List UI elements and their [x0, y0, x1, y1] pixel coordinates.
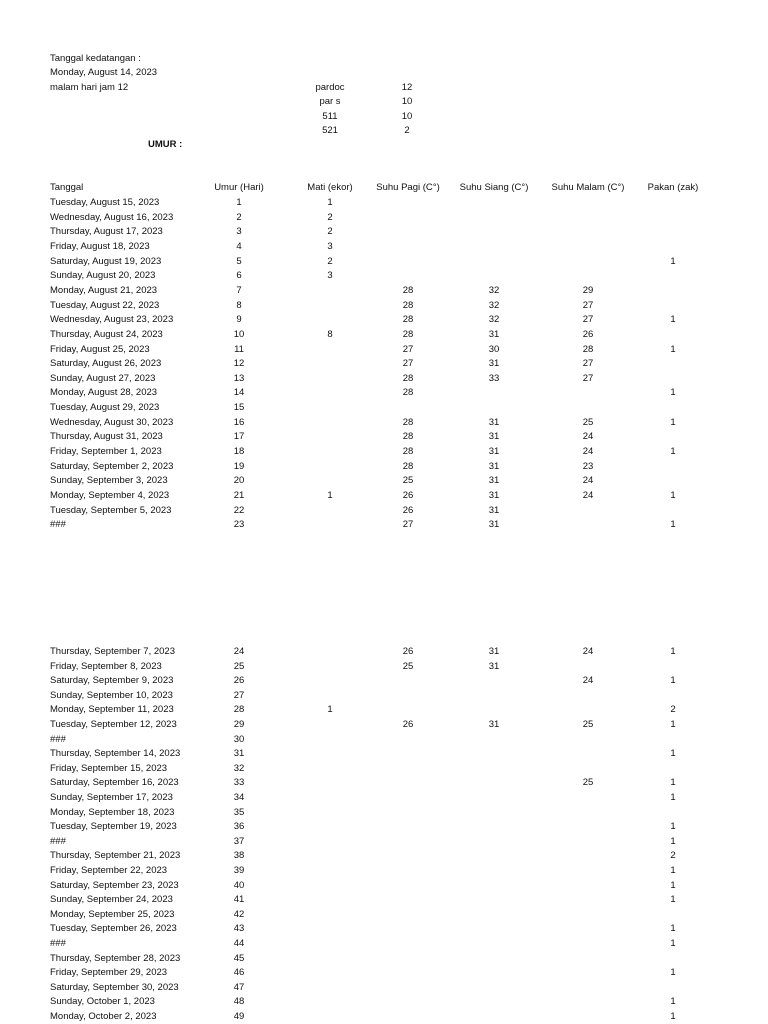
table-row: [0, 660, 768, 674]
cell-suhu-siang: 31: [488, 475, 500, 487]
cell-tanggal: Thursday, August 17, 2023: [50, 226, 163, 238]
cell-suhu-pagi: 28: [402, 431, 414, 443]
table-row: [0, 879, 768, 893]
cell-umur: 27: [233, 689, 245, 701]
cell-umur: 47: [233, 981, 245, 993]
cell-suhu-siang: 32: [488, 314, 500, 326]
cell-pakan: 1: [670, 490, 676, 501]
cell-tanggal: ###: [50, 835, 66, 847]
cell-tanggal: Friday, August 18, 2023: [50, 240, 150, 252]
cell-pakan: 1: [670, 675, 676, 687]
cell-suhu-pagi: 28: [402, 284, 414, 296]
table-row: [0, 806, 768, 820]
cell-mati: 3: [327, 240, 333, 252]
cell-tanggal: Friday, September 1, 2023: [50, 446, 162, 458]
table-row: [0, 981, 768, 995]
cell-umur: 49: [233, 1011, 245, 1022]
umur-label: UMUR :: [148, 139, 183, 150]
cell-umur: 14: [233, 387, 245, 399]
cell-mati: 3: [327, 270, 333, 282]
cell-pakan: 1: [670, 938, 676, 949]
cell-suhu-siang: 31: [488, 504, 500, 516]
cell-umur: 12: [233, 358, 245, 370]
cell-umur: 38: [233, 850, 245, 862]
cell-suhu-pagi: 28: [402, 416, 414, 428]
cell-suhu-pagi: 28: [402, 314, 414, 326]
table-row: [0, 269, 768, 283]
cell-pakan: 1: [670, 314, 676, 326]
cell-umur: 4: [236, 240, 242, 252]
table-row: [0, 518, 768, 532]
cell-pakan: 1: [670, 387, 676, 399]
cell-pakan: 1: [670, 646, 676, 657]
cell-suhu-pagi: 26: [402, 646, 414, 657]
cell-tanggal: ###: [50, 519, 66, 531]
cell-tanggal: Friday, August 25, 2023: [50, 343, 150, 355]
cell-mati: 2: [327, 226, 333, 238]
stock-qty-3: 10: [401, 111, 413, 122]
cell-umur: 1: [236, 197, 242, 208]
cell-pakan: 1: [670, 865, 676, 876]
cell-umur: 43: [233, 923, 245, 935]
table-row: [0, 401, 768, 415]
cell-suhu-siang: 32: [488, 299, 500, 311]
cell-tanggal: Sunday, August 20, 2023: [50, 270, 156, 282]
cell-umur: 29: [233, 719, 245, 730]
cell-suhu-malam: 27: [582, 314, 594, 326]
cell-pakan: 1: [670, 255, 676, 267]
table-row: [0, 357, 768, 371]
cell-tanggal: Thursday, September 21, 2023: [50, 850, 181, 862]
cell-tanggal: Saturday, September 16, 2023: [50, 777, 179, 789]
cell-umur: 42: [233, 908, 245, 920]
cell-umur: 26: [233, 675, 245, 687]
cell-suhu-malam: 24: [582, 475, 594, 487]
cell-suhu-pagi: 26: [402, 504, 414, 516]
cell-tanggal: Monday, October 2, 2023: [50, 1011, 157, 1022]
header-tanggal: Tanggal: [50, 182, 84, 193]
cell-umur: 46: [233, 967, 245, 979]
cell-suhu-pagi: 25: [402, 475, 414, 487]
cell-tanggal: Saturday, September 30, 2023: [50, 981, 179, 993]
table-row: [0, 372, 768, 386]
stock-name-3: 511: [322, 111, 338, 122]
table-row: [0, 703, 768, 717]
cell-pakan: 1: [670, 879, 676, 891]
header-pakan: Pakan (zak): [647, 182, 699, 193]
table-row: [0, 835, 768, 849]
cell-tanggal: Friday, September 8, 2023: [50, 660, 162, 672]
table-row: [0, 995, 768, 1009]
cell-tanggal: ###: [50, 733, 66, 745]
stock-qty-4: 2: [404, 125, 410, 136]
cell-umur: 39: [233, 865, 245, 876]
cell-umur: 30: [233, 733, 245, 745]
cell-tanggal: Tuesday, September 26, 2023: [50, 923, 177, 935]
stock-qty-2: 10: [401, 96, 413, 107]
cell-suhu-pagi: 27: [402, 358, 414, 370]
cell-suhu-malam: 25: [582, 777, 594, 789]
cell-tanggal: Thursday, September 14, 2023: [50, 748, 181, 760]
cell-suhu-pagi: 28: [402, 328, 414, 340]
cell-umur: 31: [233, 748, 245, 760]
stock-name-2: par s: [319, 96, 341, 107]
cell-umur: 36: [233, 821, 245, 833]
cell-umur: 33: [233, 777, 245, 789]
cell-suhu-pagi: 28: [402, 299, 414, 311]
cell-tanggal: Monday, September 18, 2023: [50, 806, 175, 818]
cell-suhu-pagi: 25: [402, 660, 414, 672]
cell-suhu-siang: 31: [488, 358, 500, 370]
header-umur: Umur (Hari): [214, 182, 264, 193]
table-row: [0, 240, 768, 254]
cell-umur: 34: [233, 792, 245, 803]
cell-tanggal: Saturday, August 26, 2023: [50, 358, 162, 370]
cell-suhu-siang: 31: [488, 646, 500, 657]
table-row: [0, 937, 768, 951]
cell-suhu-malam: 26: [582, 328, 594, 340]
cell-umur: 6: [236, 270, 242, 282]
cell-pakan: 1: [670, 821, 676, 833]
table-row: [0, 674, 768, 688]
table-row: [0, 922, 768, 936]
cell-suhu-malam: 24: [582, 675, 594, 687]
header-suhu-malam: Suhu Malam (C°): [551, 182, 625, 193]
cell-suhu-siang: 30: [488, 343, 500, 355]
cell-suhu-pagi: 28: [402, 460, 414, 472]
table-row: [0, 733, 768, 747]
cell-mati: 8: [327, 328, 333, 340]
table-row: [0, 718, 768, 732]
cell-tanggal: Tuesday, August 29, 2023: [50, 402, 160, 414]
arrival-time: malam hari jam 12: [50, 82, 129, 93]
cell-pakan: 1: [670, 416, 676, 428]
cell-suhu-pagi: 28: [402, 372, 414, 384]
cell-tanggal: Thursday, August 31, 2023: [50, 431, 163, 443]
table-row: [0, 864, 768, 878]
cell-umur: 9: [236, 314, 242, 326]
cell-pakan: 2: [670, 704, 676, 716]
table-row: [0, 791, 768, 805]
arrival-date: Monday, August 14, 2023: [50, 67, 158, 78]
stock-name-1: pardoc: [315, 82, 345, 93]
cell-suhu-malam: 24: [582, 431, 594, 443]
cell-suhu-siang: 31: [488, 328, 500, 340]
cell-pakan: 1: [670, 996, 676, 1008]
cell-umur: 24: [233, 646, 245, 657]
cell-umur: 37: [233, 835, 245, 847]
cell-suhu-siang: 31: [488, 719, 500, 730]
cell-tanggal: Tuesday, September 5, 2023: [50, 504, 172, 516]
cell-umur: 20: [233, 475, 245, 487]
cell-umur: 19: [233, 460, 245, 472]
cell-tanggal: Wednesday, August 16, 2023: [50, 211, 174, 223]
cell-tanggal: Tuesday, September 12, 2023: [50, 719, 177, 730]
table-row: [0, 908, 768, 922]
cell-tanggal: Saturday, September 9, 2023: [50, 675, 174, 687]
stock-qty-1: 12: [401, 82, 413, 93]
cell-mati: 2: [327, 255, 333, 267]
cell-tanggal: Monday, September 25, 2023: [50, 908, 175, 920]
cell-pakan: 1: [670, 835, 676, 847]
cell-pakan: 1: [670, 967, 676, 979]
cell-pakan: 1: [670, 894, 676, 906]
cell-suhu-malam: 24: [582, 490, 594, 501]
cell-tanggal: Sunday, September 3, 2023: [50, 475, 168, 487]
cell-suhu-pagi: 28: [402, 387, 414, 399]
table-row: [0, 328, 768, 342]
table-header: [0, 181, 768, 195]
cell-tanggal: ###: [50, 938, 66, 949]
cell-umur: 15: [233, 402, 245, 414]
cell-suhu-pagi: 26: [402, 490, 414, 501]
cell-suhu-pagi: 27: [402, 519, 414, 531]
cell-suhu-siang: 31: [488, 460, 500, 472]
cell-suhu-malam: 27: [582, 358, 594, 370]
cell-umur: 16: [233, 416, 245, 428]
table-row: [0, 645, 768, 659]
table-row: [0, 820, 768, 834]
cell-suhu-siang: 31: [488, 660, 500, 672]
table-row: [0, 225, 768, 239]
table-row: [0, 211, 768, 225]
table-row: [0, 776, 768, 790]
cell-umur: 48: [233, 996, 245, 1008]
cell-tanggal: Thursday, September 28, 2023: [50, 952, 181, 964]
table-row: [0, 343, 768, 357]
cell-pakan: 1: [670, 519, 676, 531]
cell-umur: 2: [236, 211, 242, 223]
cell-umur: 5: [236, 255, 242, 267]
arrival-label: Tanggal kedatangan :: [50, 53, 141, 64]
cell-tanggal: Sunday, September 10, 2023: [50, 689, 173, 701]
cell-suhu-pagi: 27: [402, 343, 414, 355]
header-suhu-siang: Suhu Siang (C°): [459, 182, 529, 193]
cell-umur: 10: [233, 328, 245, 340]
cell-umur: 35: [233, 806, 245, 818]
table-row: [0, 445, 768, 459]
cell-umur: 18: [233, 446, 245, 458]
table-row: [0, 1010, 768, 1024]
table-row: [0, 460, 768, 474]
cell-umur: 11: [234, 343, 244, 355]
cell-suhu-pagi: 28: [402, 446, 414, 458]
cell-tanggal: Monday, August 28, 2023: [50, 387, 158, 399]
table-row: [0, 430, 768, 444]
cell-suhu-malam: 27: [582, 372, 594, 384]
table-row: [0, 284, 768, 298]
cell-umur: 44: [233, 938, 245, 949]
cell-suhu-malam: 25: [582, 416, 594, 428]
cell-mati: 1: [327, 197, 333, 208]
header-suhu-pagi: Suhu Pagi (C°): [376, 182, 440, 193]
cell-tanggal: Monday, August 21, 2023: [50, 284, 158, 296]
table-row: [0, 255, 768, 269]
cell-umur: 28: [233, 704, 245, 716]
cell-umur: 17: [233, 431, 245, 443]
cell-tanggal: Wednesday, August 23, 2023: [50, 314, 174, 326]
cell-tanggal: Monday, September 4, 2023: [50, 490, 170, 501]
cell-umur: 13: [233, 372, 245, 384]
table-row: [0, 489, 768, 503]
cell-suhu-malam: 29: [582, 284, 594, 296]
cell-suhu-malam: 25: [582, 719, 594, 730]
cell-tanggal: Saturday, September 23, 2023: [50, 879, 179, 891]
table-row: [0, 747, 768, 761]
cell-suhu-siang: 31: [488, 431, 500, 443]
cell-tanggal: Monday, September 11, 2023: [50, 704, 174, 716]
cell-suhu-malam: 24: [582, 446, 594, 458]
cell-suhu-siang: 32: [488, 284, 500, 296]
cell-suhu-pagi: 26: [402, 719, 414, 730]
cell-suhu-malam: 24: [582, 646, 594, 657]
table-row: [0, 504, 768, 518]
cell-suhu-malam: 27: [582, 299, 594, 311]
cell-tanggal: Friday, September 15, 2023: [50, 762, 168, 774]
cell-tanggal: Saturday, September 2, 2023: [50, 460, 174, 472]
table-row: [0, 299, 768, 313]
cell-umur: 21: [233, 490, 245, 501]
stock-name-4: 521: [322, 125, 338, 136]
table-row: [0, 966, 768, 980]
cell-pakan: 1: [670, 777, 676, 789]
cell-suhu-siang: 31: [488, 519, 500, 531]
table-row: [0, 849, 768, 863]
cell-pakan: 1: [670, 343, 676, 355]
cell-tanggal: Sunday, October 1, 2023: [50, 996, 155, 1008]
cell-tanggal: Thursday, September 7, 2023: [50, 646, 175, 657]
cell-pakan: 1: [670, 748, 676, 760]
cell-suhu-siang: 31: [488, 446, 500, 458]
table-row: [0, 893, 768, 907]
cell-tanggal: Wednesday, August 30, 2023: [50, 416, 174, 428]
cell-umur: 3: [236, 226, 242, 238]
cell-suhu-siang: 31: [488, 490, 500, 501]
cell-tanggal: Sunday, September 24, 2023: [50, 894, 173, 906]
table-row: [0, 416, 768, 430]
cell-pakan: 1: [670, 1011, 676, 1022]
table-row: [0, 952, 768, 966]
cell-tanggal: Thursday, August 24, 2023: [50, 328, 163, 340]
cell-umur: 40: [233, 879, 245, 891]
cell-tanggal: Saturday, August 19, 2023: [50, 255, 162, 267]
cell-pakan: 1: [670, 446, 676, 458]
cell-suhu-siang: 31: [488, 416, 500, 428]
table-row: [0, 689, 768, 703]
cell-suhu-siang: 33: [488, 372, 500, 384]
cell-tanggal: Sunday, August 27, 2023: [50, 372, 156, 384]
cell-umur: 41: [233, 894, 245, 906]
table-row: [0, 386, 768, 400]
cell-umur: 7: [236, 284, 242, 296]
cell-umur: 45: [233, 952, 245, 964]
cell-tanggal: Friday, September 22, 2023: [50, 865, 168, 876]
cell-tanggal: Sunday, September 17, 2023: [50, 792, 173, 803]
cell-pakan: 1: [670, 923, 676, 935]
cell-tanggal: Tuesday, September 19, 2023: [50, 821, 177, 833]
cell-pakan: 1: [670, 792, 676, 803]
cell-tanggal: Tuesday, August 22, 2023: [50, 299, 160, 311]
cell-umur: 23: [233, 519, 245, 531]
cell-suhu-malam: 28: [582, 343, 594, 355]
cell-pakan: 1: [670, 719, 676, 730]
cell-umur: 22: [233, 504, 245, 516]
cell-tanggal: Tuesday, August 15, 2023: [50, 197, 160, 208]
cell-tanggal: Friday, September 29, 2023: [50, 967, 168, 979]
cell-umur: 32: [233, 762, 245, 774]
cell-mati: 1: [327, 704, 333, 716]
cell-pakan: 2: [670, 850, 676, 862]
table-row: [0, 474, 768, 488]
table-row: [0, 762, 768, 776]
cell-mati: 1: [327, 490, 333, 501]
cell-umur: 8: [236, 299, 242, 311]
cell-mati: 2: [327, 211, 333, 223]
header-mati: Mati (ekor): [307, 182, 353, 193]
cell-umur: 25: [233, 660, 245, 672]
table-row: [0, 196, 768, 210]
table-row: [0, 313, 768, 327]
cell-suhu-malam: 23: [582, 460, 594, 472]
